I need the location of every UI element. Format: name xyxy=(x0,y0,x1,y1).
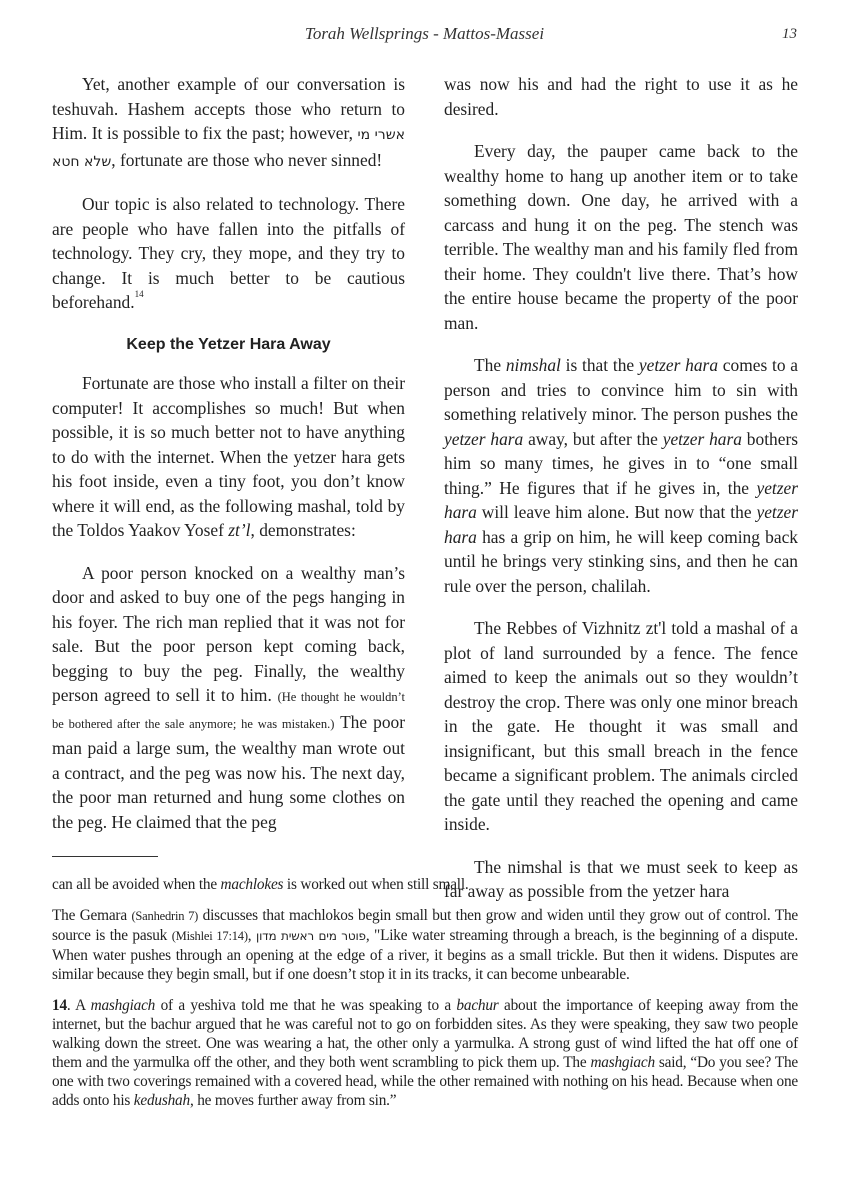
text: . A xyxy=(66,997,91,1014)
left-column xyxy=(52,72,405,852)
text: of a yeshiva told me that he was speaking to a xyxy=(155,997,457,1014)
page-number: 13 xyxy=(782,26,797,42)
text: comes to a person and tries to convince him to sin with something relatively minor. The person pushes the xyxy=(444,355,798,424)
text: A poor person knocked on a wealthy man’s door and asked to buy one of the pegs hanging in his foyer. The rich man replied that it was not for sale. But the poor person kept coming back, begging to buy the peg. Finally, the wealthy person agreed to sell it to him. xyxy=(52,562,405,705)
text: can all be avoided when the xyxy=(52,876,221,893)
italic-text: yetzer hara xyxy=(638,355,719,375)
italic-text: bachur xyxy=(456,997,499,1014)
section-heading: Keep the Yetzer Hara Away xyxy=(126,335,331,353)
text: , "Like water streaming through a breach, is the beginning of a dispute. When water pushes through an opening at the edge of a river, it begins as a small trickle. But then it widens. Disputes are similar because they begin small, but if one doesn’t stop it in its tracks, it can become unbearable. xyxy=(52,927,798,983)
text: , demonstrates: xyxy=(250,520,356,540)
footnote-ref[interactable]: 14 xyxy=(134,289,144,299)
italic-text: yetzer hara xyxy=(444,428,524,449)
text: away, but after the xyxy=(523,428,663,449)
footnote-continuation xyxy=(52,875,798,894)
text: , xyxy=(247,927,257,944)
text: will leave him alone. But now that the xyxy=(476,502,757,522)
text: about the importance of keeping away from the internet, but the bachur argued that he was careful not to go on forbidden sites. As they were speaking, they saw two people walking down the street. One was wearing a hat, the other only a yarmulka. A strong gust of wind lifted the hat off one of them and the yarmulka off the other, and they both went scrambling to pick them up. The xyxy=(52,997,798,1071)
footnotes xyxy=(52,875,798,1122)
text: , he moves further away from sin.” xyxy=(189,1092,397,1109)
italic-text: zt’l xyxy=(228,520,251,540)
text: discusses that machlokos begin small but then grow and widen until they grow out of control. The source is the pasuk xyxy=(52,907,798,944)
running-header xyxy=(0,20,849,50)
text: The poor man paid a large sum, the wealthy man wrote out a contract, and the peg was now his. The next day, the poor man returned and hung some clothes on the peg. He claimed that the peg xyxy=(52,711,405,832)
paragraph-nimshal xyxy=(444,353,798,598)
text: Fortunate are those who install a filter on their computer! It accomplishes so much! But when possible, it is so much better not to have anything to do with the internet. When the yetzer hara gets his foot inside, even a tiny foot, you don’t know where it will end, as the following mashal, told by the Toldos Yaakov Yosef xyxy=(52,373,405,540)
text: The Gemara xyxy=(52,907,132,924)
source-citation: (Sanhedrin 7) xyxy=(131,909,199,923)
right-column xyxy=(444,72,798,922)
italic-text: kedushah xyxy=(133,1092,190,1109)
paragraph-pauper: Every day, the pauper came back to the wealthy home to hang up another item or to take something down. One day, he arrived with a carcass and hung it on the peg. The stench was terrible. The wealthy man and his family fled from their home. They couldn't live there. That’s how the entire house became the property of the poor man. xyxy=(444,141,798,333)
footnote-number: 14 xyxy=(52,997,67,1014)
paragraph-mashal xyxy=(52,561,405,835)
hebrew-quote: פוטר מים ראשית מדון xyxy=(256,929,366,943)
text: Yet, another example of our conversation is teshuvah. Hashem accepts those who return to Him. It is possible to fix the past; however, xyxy=(52,74,405,143)
italic-text: yetzer hara xyxy=(444,477,798,522)
italic-text: nimshal xyxy=(505,355,561,375)
text: The xyxy=(474,355,506,375)
source-citation: (Mishlei 17:14) xyxy=(171,929,248,943)
italic-text: mashgiach xyxy=(90,997,156,1014)
book-title: Torah Wellsprings - Mattos-Massei xyxy=(304,24,545,43)
paragraph-technology xyxy=(52,192,405,315)
italic-text: machlokes xyxy=(220,876,284,893)
italic-text: mashgiach xyxy=(590,1054,655,1071)
text: bothers him so many times, he gives in to “one small thing.” He figures that if he gives in, the xyxy=(444,428,798,498)
paragraph-filter xyxy=(52,371,405,543)
footnote-separator xyxy=(52,856,158,857)
text: is worked out when still small. xyxy=(283,876,469,893)
italic-text: yetzer hara xyxy=(662,428,742,449)
footnote-14 xyxy=(52,996,798,1110)
hebrew-quote: אשרי מי שלא חטא xyxy=(52,127,405,170)
paragraph-continuation: was now his and had the right to use it as he desired. xyxy=(444,74,798,119)
text: is that the xyxy=(560,355,639,375)
paragraph-nimshal-end: The nimshal is that we must seek to keep as far away as possible from the yetzer hara xyxy=(444,856,798,901)
text: has a grip on him, he will keep coming back until he brings very stinking sins, and then he can rule over the person, chalilah. xyxy=(444,526,798,596)
paragraph-vizhnitz: The Rebbes of Vizhnitz zt'l told a mashal of a plot of land surrounded by a fence. The fence aimed to keep the animals out so they wouldn’t destroy the crop. There was only one minor breach in the gate. He thought it was small and insignificant, but this small breach in the fence became a significant problem. The animals circled the gate until they reached the opening and came inside. xyxy=(444,618,798,834)
footnote-gemara xyxy=(52,906,798,984)
italic-text: yetzer hara xyxy=(444,502,798,547)
paragraph-teshuvah xyxy=(52,72,405,174)
aside-note: (He thought he wouldn’t be bothered after the sale anymore; he was mistaken.) xyxy=(52,690,405,731)
text: , fortunate are those who never sinned! xyxy=(111,149,383,170)
text: Our topic is also related to technology. There are people who have fallen into the pitfalls of technology. They cry, they mope, and they try to change. It is much better to be cautious beforehand. xyxy=(52,194,405,312)
text: said, “Do you see? The one with two coverings remained with a covered head, while the other remained with nothing on his head. Because when one adds onto his xyxy=(52,1054,798,1109)
